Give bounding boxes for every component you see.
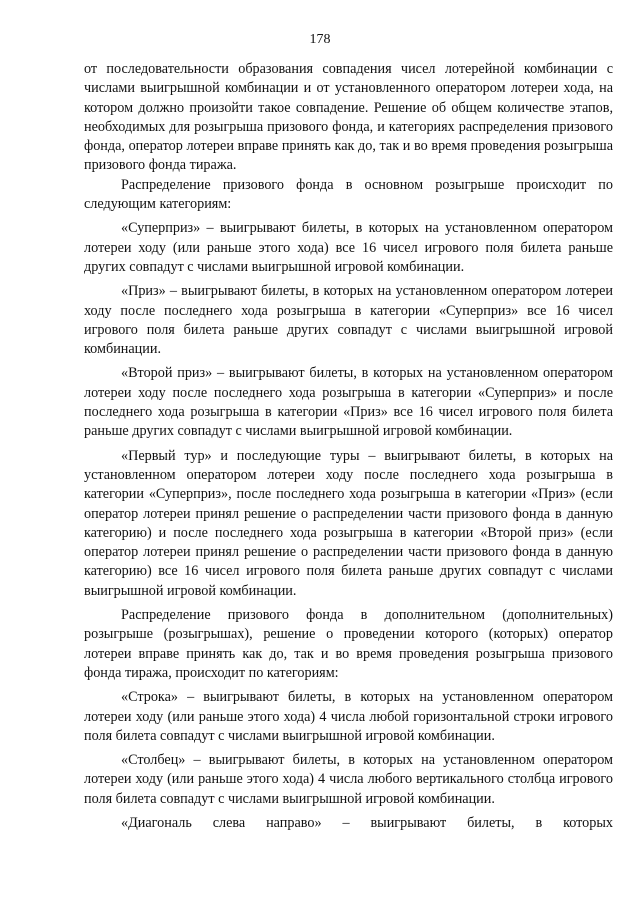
paragraph-category-prize: «Приз» – выигрывают билеты, в которых на установленном оператором лотереи ходу после последнего хода розыгрыша в категории «Суперприз» все 16 чисел игрового поля билета раньше других совпадут с числами выигрышной игровой комбинации. (84, 283, 613, 358)
paragraph-category-second-prize: «Второй приз» – выигрывают билеты, в которых на установленном оператором лотереи ходу после последнего хода розыгрыша в категории «Суперприз» и после последнего хода розыгрыша в категории «Приз» все 16 чисел игрового поля билета раньше других совпадут с числами выигрышной игровой комбинации. (84, 365, 613, 440)
page-number: 178 (309, 32, 331, 47)
paragraph-category-first-round: «Первый тур» и последующие туры – выигрывают билеты, в которых на установленном оператором лотереи ходу после последнего хода розыгрыша в категории «Суперприз», после последнего хода розыгрыша в категории «Приз» (если оператор лотереи принял решение о распределении части призового фонда в данную категорию) и после последнего хода розыгрыша в категории «Второй приз» (если оператор лотереи принял решение о распределении части призового фонда в данную категорию) все 16 чисел игрового поля билета раньше других совпадут с числами выигрышной игровой комбинации. (84, 447, 613, 599)
paragraph-category-diagonal: «Диагональ слева направо» – выигрывают билеты, в которых (121, 814, 613, 831)
paragraph-category-row: «Строка» – выигрывают билеты, в которых на установленном оператором лотереи ходу (или раньше этого хода) 4 числа любой горизонтальной строки игрового поля билета совпадут с числами выигрышной игровой комбинации. (84, 689, 613, 744)
paragraph-continuation: от последовательности образования совпадения чисел лотерейной комбинации с числами выигрышной комбинации и от установленного оператором лотереи хода, на котором должно произойти такое совпадение. Решение об общем количестве этапов, необходимых для розыгрыша призового фонда, и категориях распределения призового фонда, оператор лотереи вправе принять как до, так и во время проведения розыгрыша призового фонда тиража. (84, 61, 613, 174)
paragraph-category-column: «Столбец» – выигрывают билеты, в которых на установленном оператором лотереи ходу (или раньше этого хода) 4 числа любого вертикального столбца игрового поля билета совпадут с числами выигрышной игровой комбинации. (84, 752, 613, 807)
paragraph-distribution-additional: Распределение призового фонда в дополнительном (дополнительных) розыгрыше (розыгрышах), решение о проведении которого (которых) оператор лотереи вправе принять как до, так и во время проведения розыгрыша призового фонда тиража, происходит по категориям: (84, 607, 613, 681)
paragraph-category-superprize: «Суперприз» – выигрывают билеты, в которых на установленном оператором лотереи ходу (или раньше этого хода) все 16 чисел игрового поля билета раньше других совпадут с числами выигрышной игровой комбинации. (84, 220, 613, 275)
paragraph-distribution-main: Распределение призового фонда в основном розыгрыше происходит по следующим категориям: (84, 176, 613, 213)
document-body (84, 60, 613, 833)
